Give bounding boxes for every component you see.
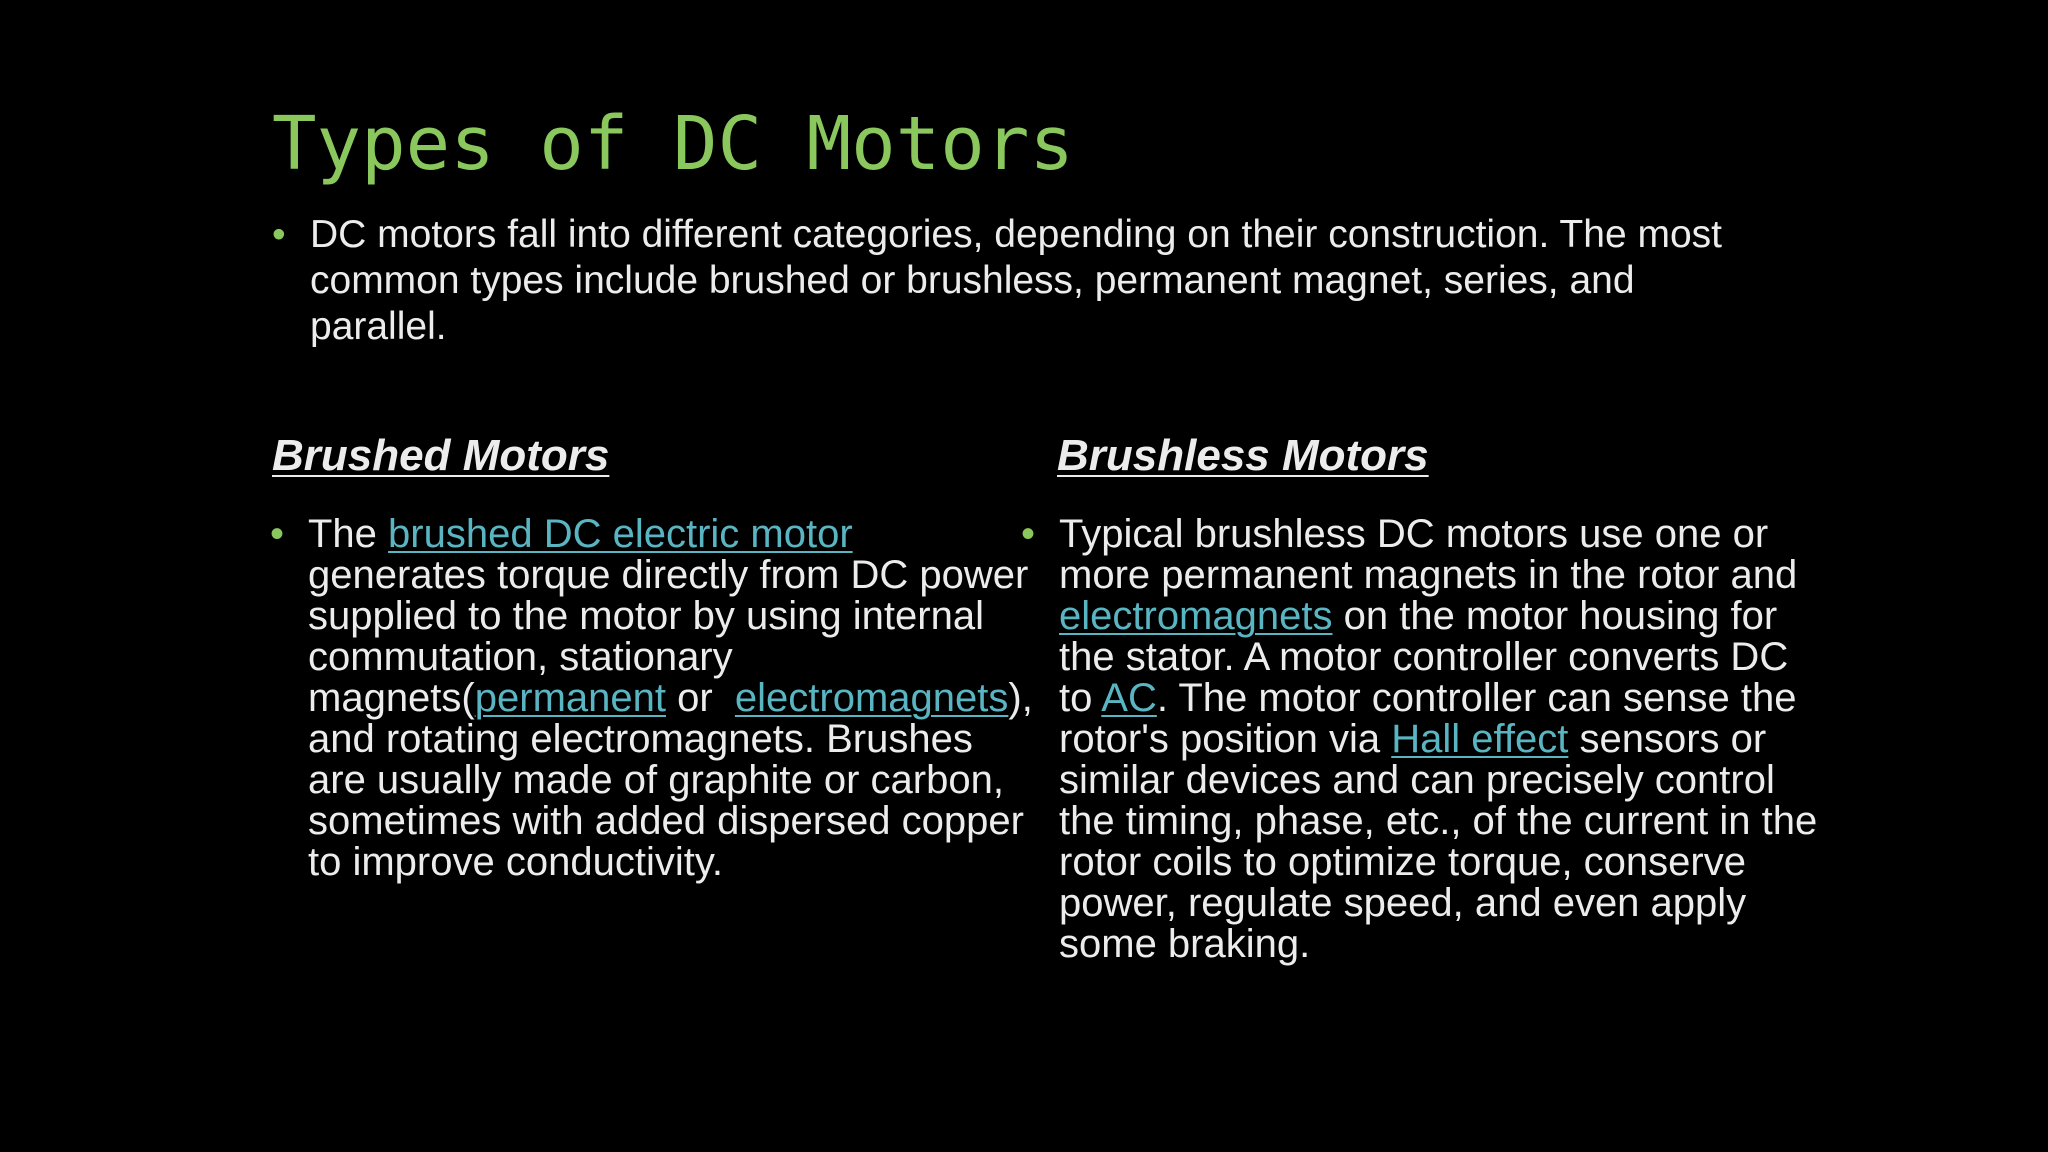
brushless-motors-heading: Brushless Motors: [1057, 431, 1429, 480]
brushed-motors-list: [270, 514, 1040, 883]
brushed-motors-bullet: [270, 514, 1040, 883]
electromagnets-link[interactable]: electromagnets: [734, 676, 1009, 720]
brushed-text-4: ), and rotating electromagnets. Brushes are usually made of graphite or carbon, sometimes with added dispersed copper to improve conductivity.: [308, 676, 1033, 884]
brushed-motors-heading: Brushed Motors: [272, 431, 610, 480]
brushed-dc-electric-motor-link[interactable]: brushed DC electric motor: [388, 512, 853, 556]
brushed-text-2: generates torque directly from DC power supplied to the motor by using internal commutation, stationary magnets(: [308, 553, 1029, 720]
intro-text: DC motors fall into different categories, depending on their construction. The most common types include brushed or brushless, permanent magnet, series, and parallel.: [310, 213, 1722, 348]
permanent-link[interactable]: permanent: [474, 676, 666, 720]
intro-list: [272, 212, 1722, 350]
brushless-text-1: Typical brushless DC motors use one or more permanent magnets in the rotor and: [1059, 512, 1798, 597]
brushless-text-2: on the motor housing for the stator. A motor controller converts DC to: [1059, 594, 1789, 720]
ac-link[interactable]: AC: [1101, 676, 1157, 720]
brushed-text-3: or: [665, 676, 735, 720]
slide-title: Types of DC Motors: [272, 101, 1074, 187]
intro-bullet: [272, 212, 1722, 350]
bullet-dot-icon: •: [272, 213, 286, 256]
bullet-dot-icon: •: [1021, 512, 1036, 556]
brushless-text-3: . The motor controller can sense the rotor's position via: [1059, 676, 1797, 761]
brushless-motors-bullet: [1021, 514, 1821, 965]
brushless-motors-list: [1021, 514, 1821, 965]
brushed-text-1: The: [308, 512, 389, 556]
brushless-text-4: sensors or similar devices and can precisely control the timing, phase, etc., of the current in the rotor coils to optimize torque, conserve power, regulate speed, and even apply some braking.: [1059, 717, 1818, 966]
electromagnets-link[interactable]: electromagnets: [1059, 594, 1333, 638]
hall-effect-link[interactable]: Hall effect: [1391, 717, 1569, 761]
bullet-dot-icon: •: [270, 512, 285, 556]
